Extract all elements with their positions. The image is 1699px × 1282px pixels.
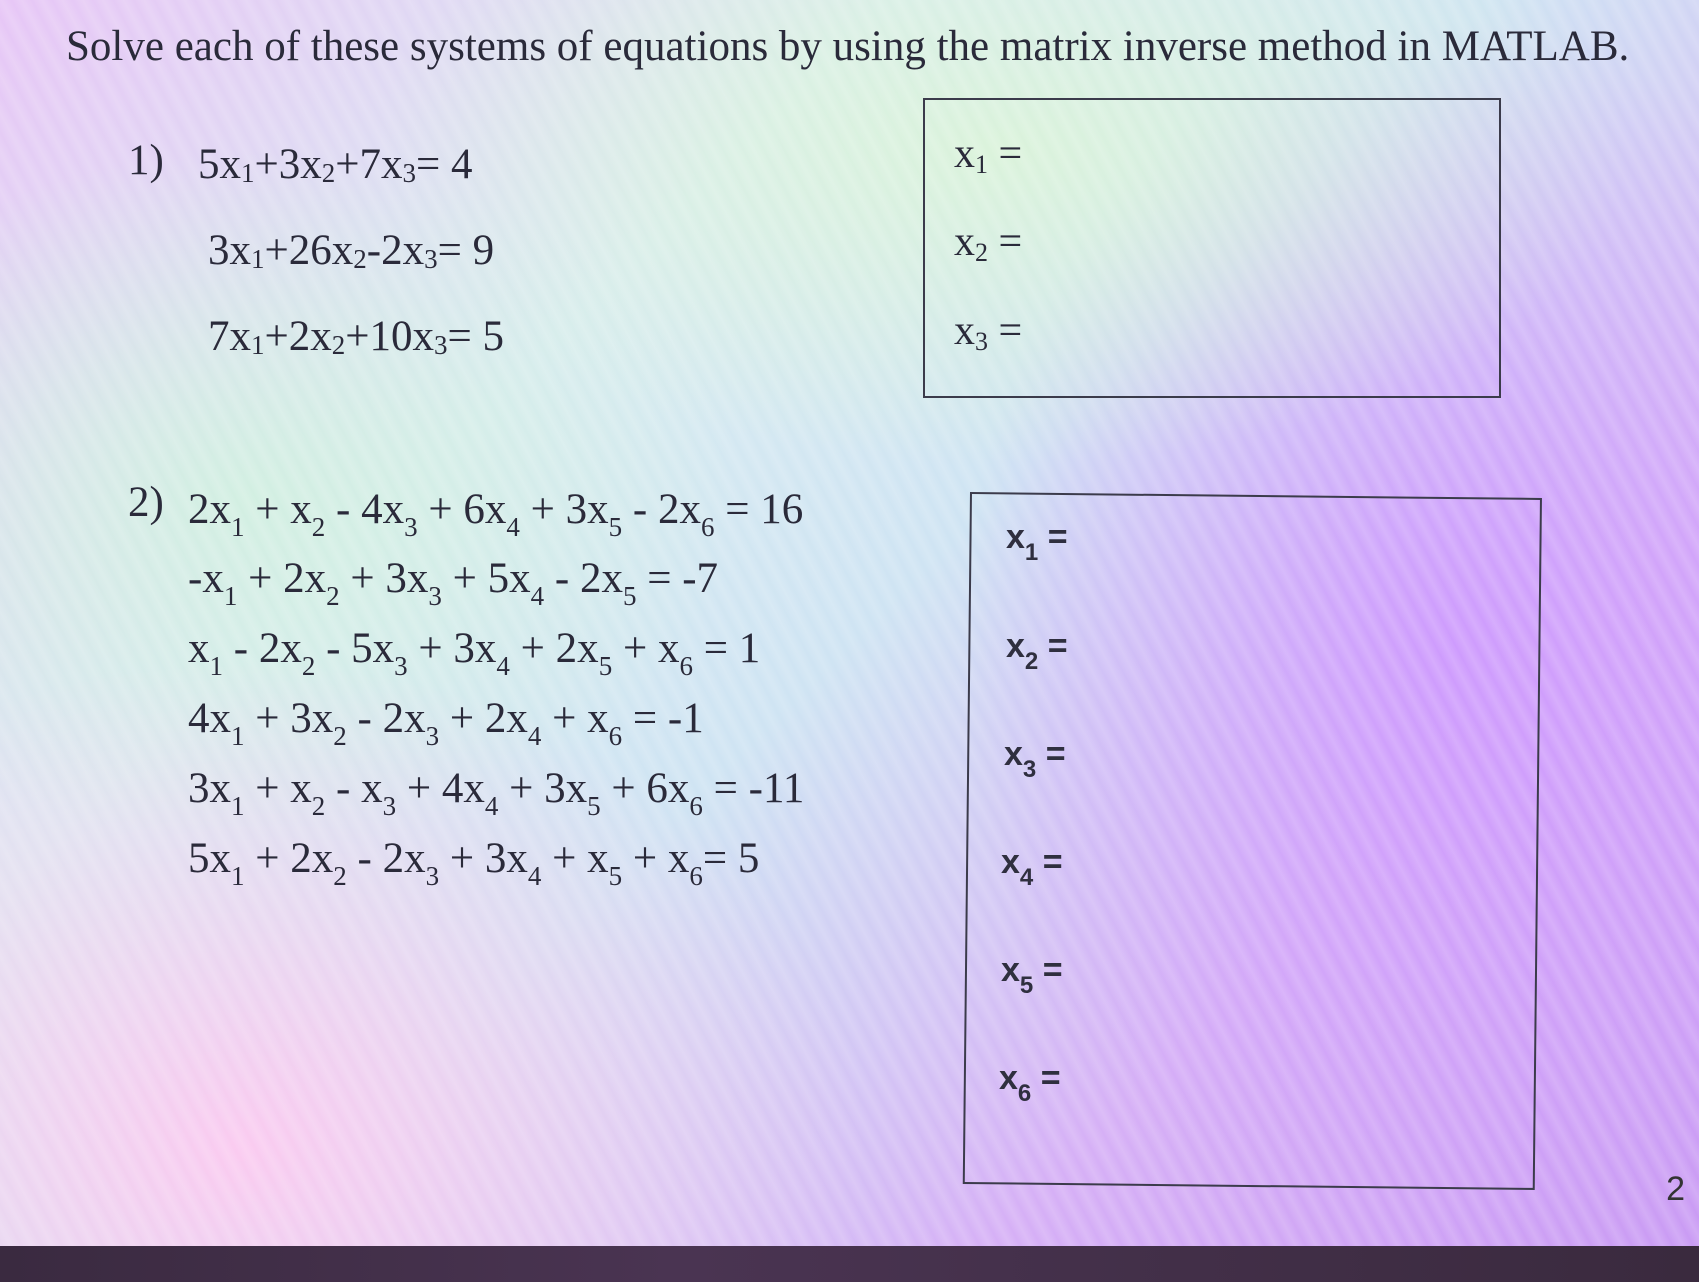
problem-1-equation-3: $7x_1+2x_2+10x_3= 5$: [208, 313, 505, 360]
problem-2-answer-x4: $x_4$ =: [1001, 843, 1063, 891]
problem-2-answer-x2: $x_2$ =: [1006, 627, 1068, 675]
problem-2-equation-2: $-x_1 + 2x_2 + 3x_3 + 5x_4 - 2x_5 = -7$: [188, 555, 719, 611]
problem-2-equation-3: $x_1 - 2x_2 - 5x_3 + 3x_4 + 2x_5 + x_6 = 1$: [188, 625, 761, 681]
problem-1-equation-1: $5x_1+3x_2+7x_3= 4$: [198, 141, 473, 188]
problem-2-answer-x1: $x_1$ =: [1006, 518, 1068, 566]
problem-2-answer-x3: $x_3$ =: [1004, 735, 1066, 783]
problem-1-answer-x2: x2 =: [954, 219, 1023, 267]
problem-2-answer-x6: $x_6$ =: [999, 1059, 1061, 1107]
problem-2-number: 2): [128, 479, 164, 526]
problem-1-equation-2: $3x_1+26x_2-2x_3= 9$: [208, 227, 495, 274]
problem-1-answer-x1: x1 =: [954, 131, 1023, 179]
page-number: 2: [1666, 1170, 1685, 1208]
problem-2-equation-4: $4x_1 + 3x_2 - 2x_3 + 2x_4 + x_6 = -1$: [188, 695, 704, 751]
problem-2-equation-5: $3x_1 + x_2 - x_3 + 4x_4 + 3x_5 + 6x_6 = -11$: [188, 765, 805, 821]
bottom-bezel: [0, 1246, 1699, 1282]
page-title: Solve each of these systems of equations by using the matrix inverse method in MATLAB.: [66, 23, 1630, 70]
problem-2-equation-1: $2x_1 + x_2 - 4x_3 + 6x_4 + 3x_5 - 2x_6 = 16$: [188, 486, 804, 542]
problem-1-answer-x3: x3 =: [954, 308, 1023, 356]
problem-2-equation-6: $5x_1 + 2x_2 - 2x_3 + 3x_4 + x_5 + x_6= 5$: [188, 835, 760, 891]
problem-2-answer-x5: $x_5$ =: [1001, 951, 1063, 999]
problem-1-number: 1): [128, 137, 164, 184]
